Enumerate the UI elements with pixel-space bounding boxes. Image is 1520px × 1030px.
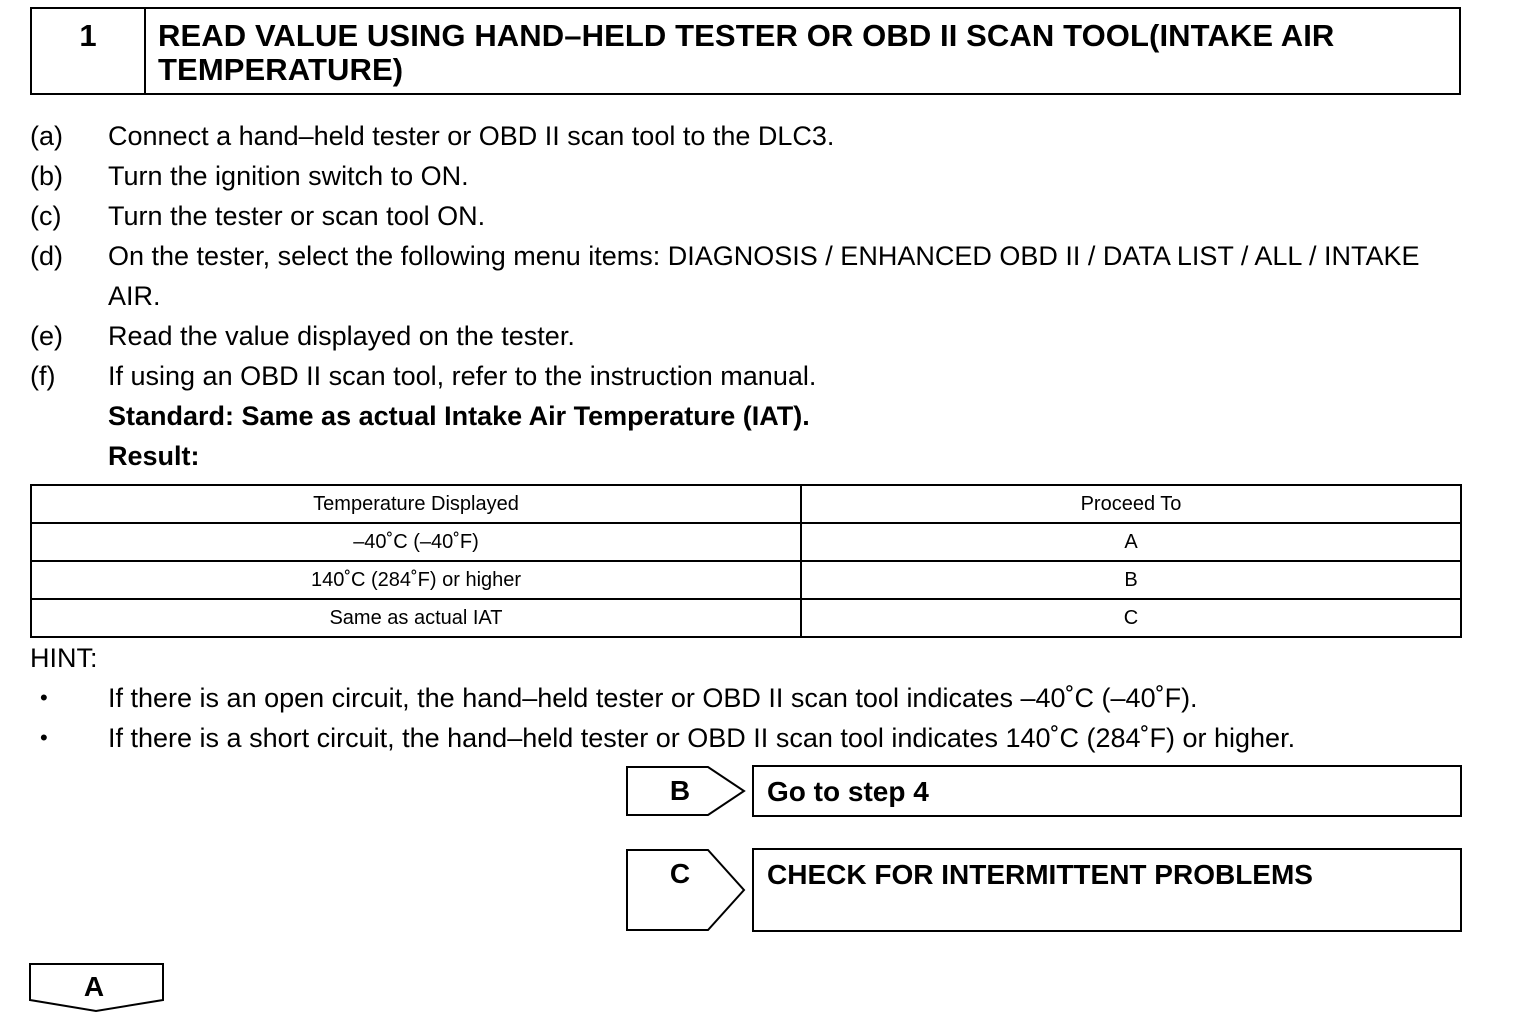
hint-label: HINT:	[30, 643, 98, 673]
instruction-letter: (d)	[30, 241, 63, 271]
instruction-text: If using an OBD II scan tool, refer to the instruction manual.	[108, 361, 817, 391]
table-cell: 140˚C (284˚F) or higher	[31, 561, 801, 599]
instruction-text: On the tester, select the following menu items: DIAGNOSIS / ENHANCED OBD II / DATA LIST / ALL / INTAKE AIR.	[108, 241, 1420, 311]
code-a-label: A	[83, 971, 105, 1002]
standard-line: Standard: Same as actual Intake Air Temperature (IAT).	[108, 401, 810, 431]
instruction-text: Turn the tester or scan tool ON.	[108, 201, 486, 231]
table-cell: –40˚C (–40˚F)	[31, 523, 801, 561]
result-c-box: CHECK FOR INTERMITTENT PROBLEMS	[752, 848, 1462, 932]
table-cell: Same as actual IAT	[31, 599, 801, 637]
instruction-letter: (f)	[30, 361, 56, 391]
instruction-letter: (b)	[30, 161, 63, 191]
hint-text: If there is an open circuit, the hand–held tester or OBD II scan tool indicates –40˚C (–40˚F).	[108, 683, 1198, 713]
instruction-text: Read the value displayed on the tester.	[108, 321, 575, 351]
instruction-letter: (a)	[30, 121, 63, 151]
instruction-letter: (e)	[30, 321, 63, 351]
table-cell: C	[801, 599, 1461, 637]
result-label: Result:	[108, 441, 200, 471]
instruction-text: Connect a hand–held tester or OBD II scan tool to the DLC3.	[108, 121, 835, 151]
bullet-icon: •	[40, 685, 48, 710]
table-cell: B	[801, 561, 1461, 599]
table-cell: A	[801, 523, 1461, 561]
instruction-text: Turn the ignition switch to ON.	[108, 161, 469, 191]
step-number: 1	[32, 9, 146, 93]
code-c-label: C	[669, 858, 691, 889]
result-b-box: Go to step 4	[752, 765, 1462, 817]
step-title: READ VALUE USING HAND–HELD TESTER OR OBD II SCAN TOOL(INTAKE AIR TEMPERATURE)	[158, 18, 1335, 87]
bullet-icon: •	[40, 725, 48, 750]
table-header-cell: Proceed To	[801, 485, 1461, 523]
instruction-letter: (c)	[30, 201, 62, 231]
table-header-cell: Temperature Displayed	[31, 485, 801, 523]
code-b-label: B	[669, 775, 691, 806]
hint-text: If there is a short circuit, the hand–held tester or OBD II scan tool indicates 140˚C (284˚F) or higher.	[108, 723, 1296, 753]
